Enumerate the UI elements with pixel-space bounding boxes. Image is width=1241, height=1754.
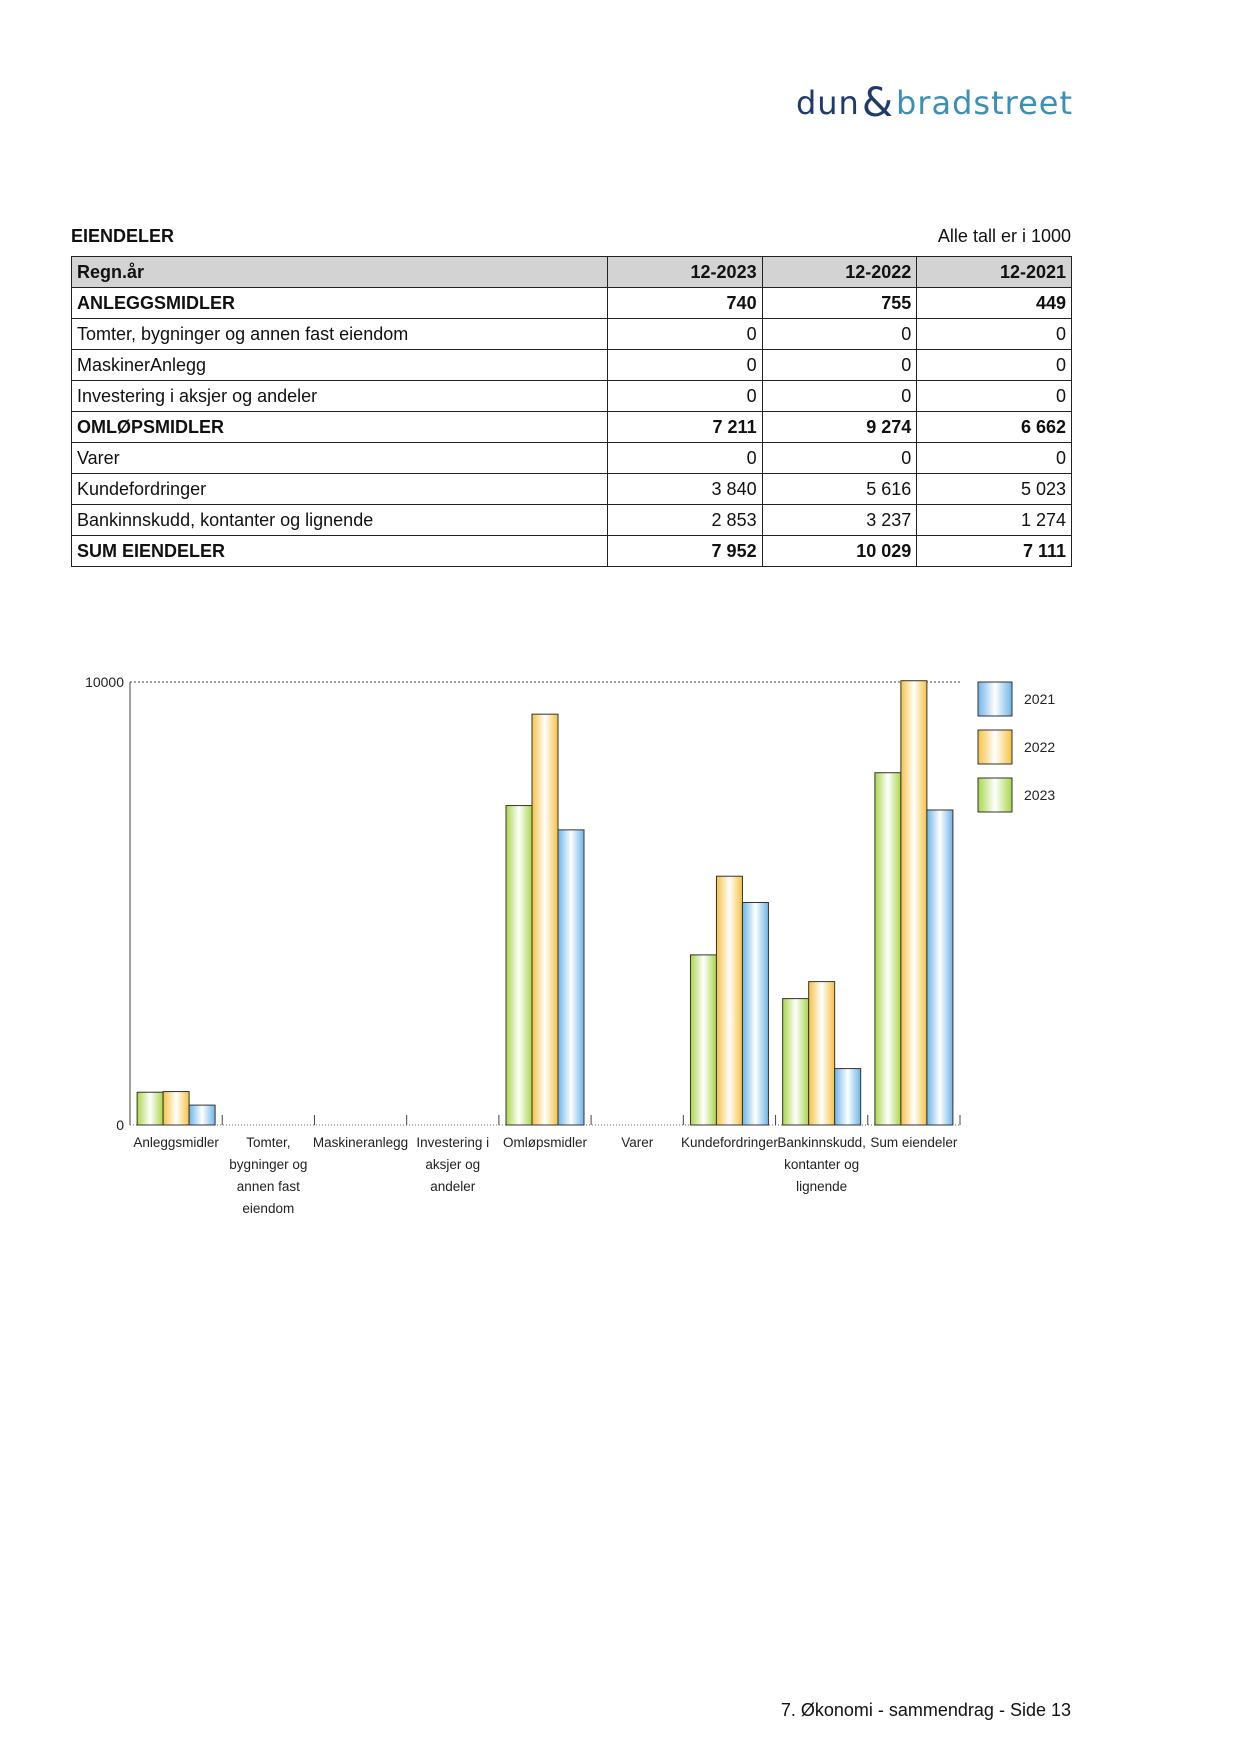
bar-2023 bbox=[137, 1092, 163, 1125]
category-label: aksjer og bbox=[425, 1157, 481, 1172]
row-label: Kundefordringer bbox=[72, 474, 608, 505]
bar-2021 bbox=[742, 902, 768, 1125]
row-value: 6 662 bbox=[917, 412, 1072, 443]
category-label: Sum eiendeler bbox=[870, 1135, 958, 1150]
table-row bbox=[72, 381, 1072, 412]
row-label: Investering i aksjer og andeler bbox=[72, 381, 608, 412]
row-label: SUM EIENDELER bbox=[72, 536, 608, 567]
bar-2022 bbox=[809, 982, 835, 1125]
category-label: lignende bbox=[796, 1179, 848, 1194]
category-label: Maskineranlegg bbox=[312, 1135, 409, 1150]
bar-2023 bbox=[690, 955, 716, 1125]
row-value: 10 029 bbox=[762, 536, 917, 567]
row-label: Tomter, bygninger og annen fast eiendom bbox=[72, 319, 608, 350]
header-2023: 12-2023 bbox=[607, 257, 762, 288]
table-row bbox=[72, 350, 1072, 381]
bar-2022 bbox=[901, 681, 927, 1125]
row-value: 755 bbox=[762, 288, 917, 319]
row-value: 0 bbox=[607, 350, 762, 381]
category-label: kontanter og bbox=[784, 1157, 860, 1172]
assets-table bbox=[71, 256, 1072, 567]
table-row bbox=[72, 412, 1072, 443]
bar-2021 bbox=[558, 830, 584, 1125]
table-row bbox=[72, 288, 1072, 319]
legend-label: 2023 bbox=[1024, 787, 1056, 803]
row-value: 740 bbox=[607, 288, 762, 319]
row-value: 0 bbox=[917, 350, 1072, 381]
row-label: OMLØPSMIDLER bbox=[72, 412, 608, 443]
row-value: 5 023 bbox=[917, 474, 1072, 505]
row-value: 0 bbox=[917, 319, 1072, 350]
row-value: 7 111 bbox=[917, 536, 1072, 567]
bar-2023 bbox=[506, 806, 532, 1125]
row-label: Bankinnskudd, kontanter og lignende bbox=[72, 505, 608, 536]
category-label: Varer bbox=[621, 1135, 654, 1150]
row-label: Varer bbox=[72, 443, 608, 474]
row-value: 2 853 bbox=[607, 505, 762, 536]
row-label: ANLEGGSMIDLER bbox=[72, 288, 608, 319]
table-row bbox=[72, 474, 1072, 505]
category-label: eiendom bbox=[242, 1201, 295, 1216]
header-year: Regn.år bbox=[72, 257, 608, 288]
row-value: 0 bbox=[917, 381, 1072, 412]
bar-2021 bbox=[927, 810, 953, 1125]
table-row bbox=[72, 319, 1072, 350]
page-footer: 7. Økonomi - sammendrag - Side 13 bbox=[780, 1700, 1071, 1720]
category-label: Tomter, bbox=[246, 1135, 291, 1150]
row-value: 0 bbox=[607, 443, 762, 474]
bar-2022 bbox=[163, 1092, 189, 1125]
bar-2022 bbox=[532, 714, 558, 1125]
row-value: 1 274 bbox=[917, 505, 1072, 536]
header-2022: 12-2022 bbox=[762, 257, 917, 288]
row-value: 7 211 bbox=[607, 412, 762, 443]
category-label: bygninger og bbox=[229, 1157, 308, 1172]
legend-label: 2021 bbox=[1024, 691, 1056, 707]
row-value: 0 bbox=[607, 381, 762, 412]
row-value: 3 840 bbox=[607, 474, 762, 505]
row-value: 9 274 bbox=[762, 412, 917, 443]
row-value: 0 bbox=[607, 319, 762, 350]
row-value: 3 237 bbox=[762, 505, 917, 536]
category-label: annen fast bbox=[236, 1179, 300, 1194]
category-label: andeler bbox=[430, 1179, 476, 1194]
chart-svg bbox=[70, 670, 1090, 1230]
category-label: Anleggsmidler bbox=[133, 1135, 219, 1150]
y-tick-label: 10000 bbox=[85, 674, 124, 690]
category-label: Bankinnskudd, bbox=[777, 1135, 866, 1150]
bar-2021 bbox=[835, 1069, 861, 1125]
category-label: Omløpsmidler bbox=[502, 1135, 588, 1150]
row-value: 0 bbox=[762, 319, 917, 350]
legend-swatch-2021 bbox=[978, 682, 1012, 716]
section-title: EIENDELER bbox=[71, 226, 175, 246]
row-value: 7 952 bbox=[607, 536, 762, 567]
row-value: 5 616 bbox=[762, 474, 917, 505]
bar-2022 bbox=[716, 876, 742, 1125]
bar-2023 bbox=[783, 999, 809, 1125]
row-value: 0 bbox=[762, 381, 917, 412]
row-value: 0 bbox=[762, 350, 917, 381]
assets-bar-chart bbox=[70, 670, 1090, 1235]
dun-bradstreet-logo bbox=[796, 80, 1073, 126]
legend-swatch-2022 bbox=[978, 730, 1012, 764]
logo-text-dun: dun bbox=[795, 84, 860, 122]
row-value: 449 bbox=[917, 288, 1072, 319]
category-label: Kundefordringer bbox=[681, 1135, 778, 1150]
row-value: 0 bbox=[917, 443, 1072, 474]
table-row bbox=[72, 443, 1072, 474]
bar-2023 bbox=[875, 773, 901, 1125]
header-2021: 12-2021 bbox=[917, 257, 1072, 288]
bar-2021 bbox=[189, 1105, 215, 1125]
row-value: 0 bbox=[762, 443, 917, 474]
units-note: Alle tall er i 1000 bbox=[937, 226, 1071, 246]
category-label: Investering i bbox=[416, 1135, 490, 1150]
legend-label: 2022 bbox=[1024, 739, 1056, 755]
table-header-row bbox=[72, 257, 1072, 288]
logo-ampersand: & bbox=[861, 80, 895, 126]
logo-text-bradstreet: bradstreet bbox=[896, 84, 1073, 122]
table-row bbox=[72, 505, 1072, 536]
table-row bbox=[72, 536, 1072, 567]
row-label: MaskinerAnlegg bbox=[72, 350, 608, 381]
legend-swatch-2023 bbox=[978, 778, 1012, 812]
y-tick-label: 0 bbox=[116, 1117, 124, 1133]
